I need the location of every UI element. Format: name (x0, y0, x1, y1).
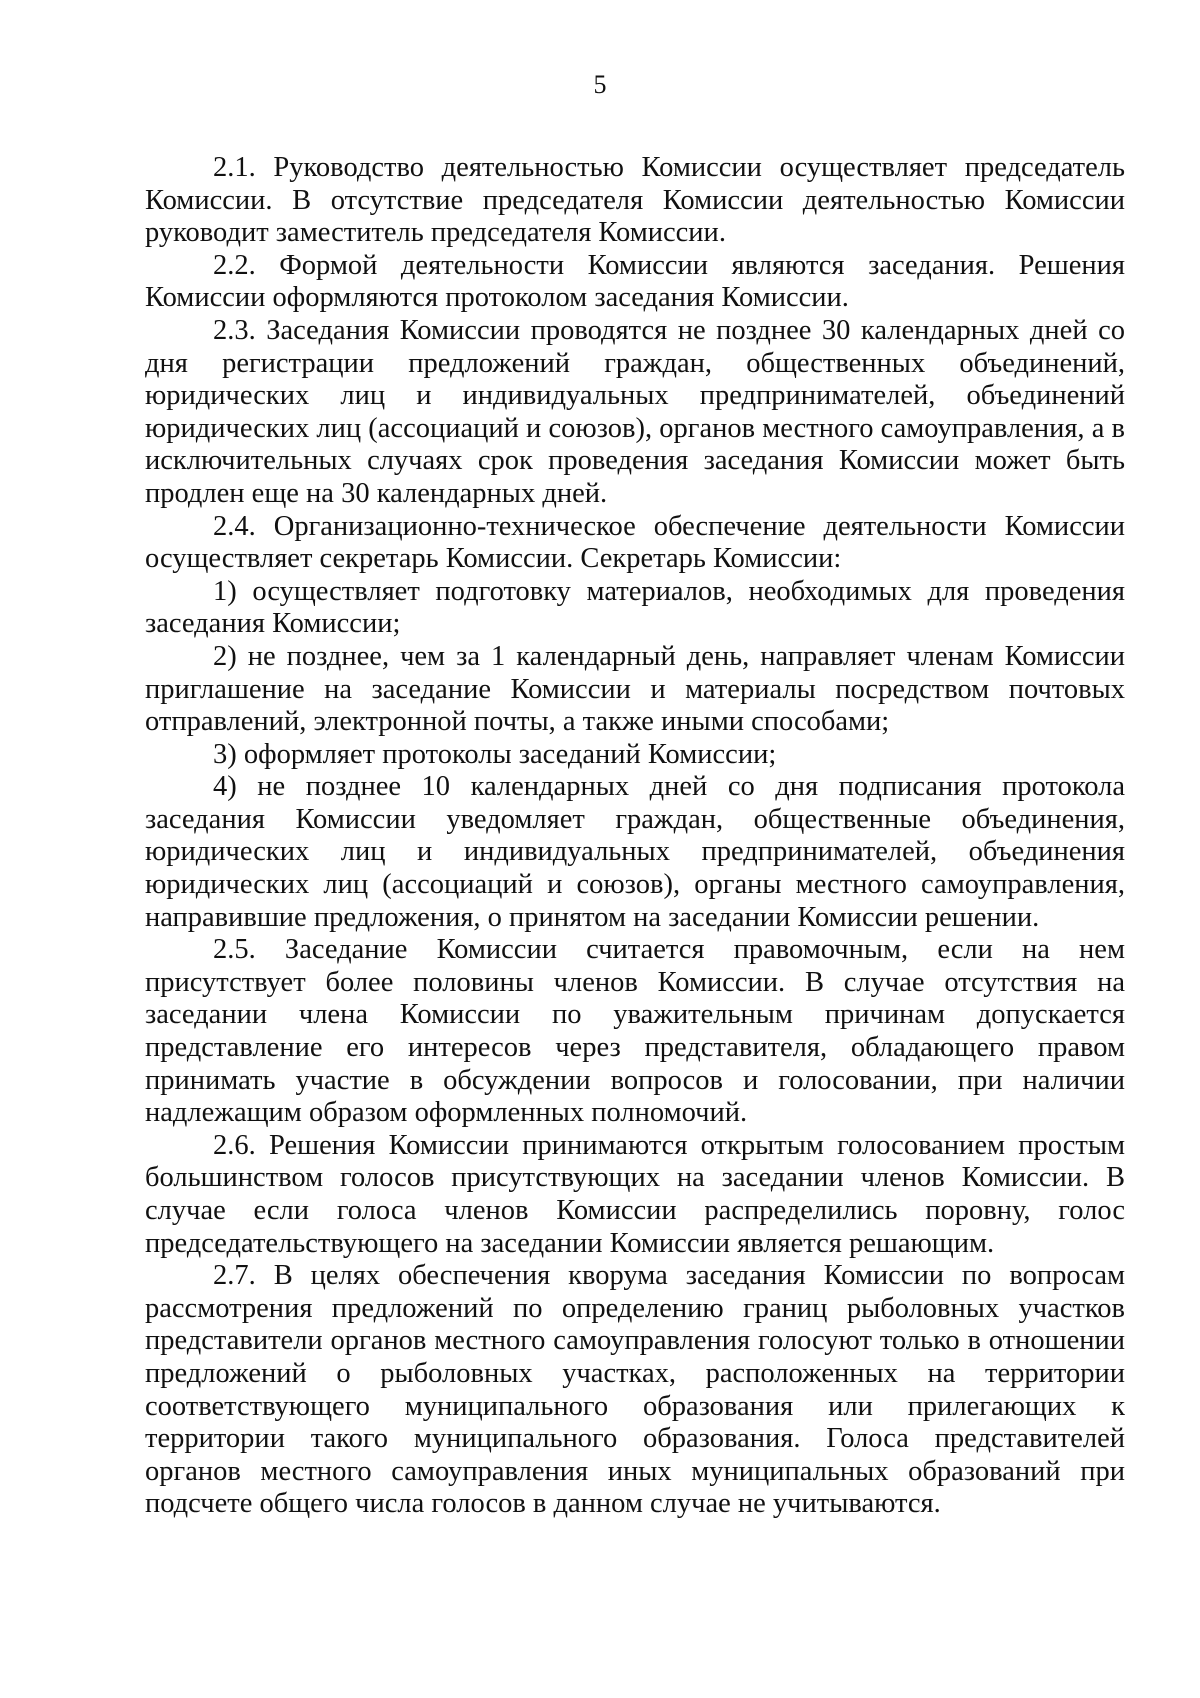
list-item-2: 2) не позднее, чем за 1 календарный день, направляет членам Комиссии приглашение на заседание Комиссии и материалы посредством почтовых отправлений, электронной почты, а также иными способами; (145, 640, 1125, 738)
paragraph-2-7: 2.7. В целях обеспечения кворума заседания Комиссии по вопросам рассмотрения предложений по определению границ рыболовных участков представители органов местного самоуправления голосуют только в отношении предложений о рыболовных участках, расположенных на территории соответствующего муниципального образования или прилегающих к территории такого муниципального образования. Голоса представителей органов местного самоуправления иных муниципальных образований при подсчете общего числа голосов в данном случае не учитываются. (145, 1260, 1125, 1520)
page-number: 5 (593, 70, 607, 99)
list-item-4: 4) не позднее 10 календарных дней со дня подписания протокола заседания Комиссии уведомляет граждан, общественные объединения, юридических лиц и индивидуальных предпринимателей, объединения юридических лиц (ассоциаций и союзов), органы местного самоуправления, направившие предложения, о принятом на заседании Комиссии решении. (145, 771, 1125, 933)
list-item-3: 3) оформляет протоколы заседаний Комиссии; (213, 738, 777, 770)
list-item-1: 1) осуществляет подготовку материалов, необходимых для проведения заседания Комиссии; (145, 575, 1125, 640)
paragraph-2-2: 2.2. Формой деятельности Комиссии являются заседания. Решения Комиссии оформляются протоколом заседания Комиссии. (145, 249, 1125, 314)
paragraph-2-6: 2.6. Решения Комиссии принимаются открытым голосованием простым большинством голосов присутствующих на заседании членов Комиссии. В случае если голоса членов Комиссии распределились поровну, голос председательствующего на заседании Комиссии является решающим. (145, 1129, 1125, 1259)
paragraph-2-3: 2.3. Заседания Комиссии проводятся не позднее 30 календарных дней со дня регистрации предложений граждан, общественных объединений, юридических лиц и индивидуальных предпринимателей, объединений юридических лиц (ассоциаций и союзов), органов местного самоуправления, а в исключительных случаях срок проведения заседания Комиссии может быть продлен еще на 30 календарных дней. (145, 314, 1125, 509)
document-body (145, 152, 1125, 1521)
paragraph-2-4: 2.4. Организационно-техническое обеспечение деятельности Комиссии осуществляет секретарь Комиссии. Секретарь Комиссии: (145, 510, 1125, 575)
paragraph-2-5: 2.5. Заседание Комиссии считается правомочным, если на нем присутствует более половины членов Комиссии. В случае отсутствия на заседании члена Комиссии по уважительным причинам допускается представление его интересов через представителя, обладающего правом принимать участие в обсуждении вопросов и голосовании, при наличии надлежащим образом оформленных полномочий. (145, 934, 1125, 1129)
paragraph-2-1: 2.1. Руководство деятельностью Комиссии осуществляет председатель Комиссии. В отсутствие председателя Комиссии деятельностью Комиссии руководит заместитель председателя Комиссии. (145, 152, 1125, 249)
